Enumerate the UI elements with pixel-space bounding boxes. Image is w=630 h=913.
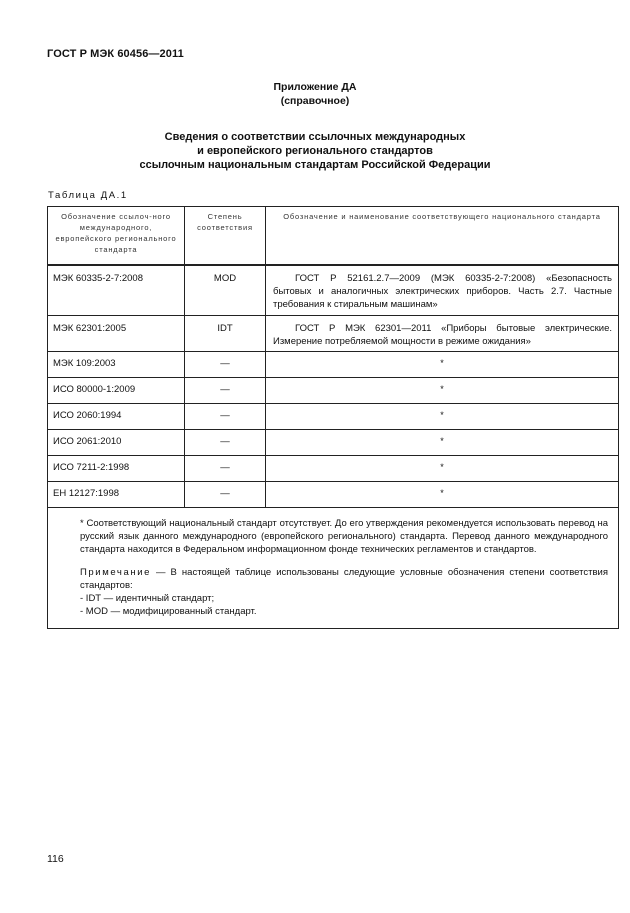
footnote-text: * Соответствующий национальный стандарт отсутствует. До его утверждения рекомендуется использовать перевод на русский язык данного международного (европейского регионального) стандарта. Перевод данного международного стандарта находится в Федеральном информационном фонде технических регламентов и стандартов. (80, 518, 608, 555)
note-paragraph (58, 566, 608, 592)
table-row (48, 378, 619, 404)
reference-standard: ИСО 80000-1:2009 (48, 378, 185, 404)
national-standard (266, 265, 619, 316)
national-standard: * (266, 456, 619, 482)
correspondence-table (47, 206, 618, 629)
table-row (48, 430, 619, 456)
table-notes (48, 508, 619, 629)
note-text: — В настоящей таблице использованы следующие условные обозначения степени соответствия стандартов: (80, 567, 608, 591)
header-reference-standard: Обозначение ссылоч-ного международного, европейского регионального стандарта (48, 207, 185, 266)
degree-of-correspondence: — (185, 378, 266, 404)
table-row (48, 352, 619, 378)
national-standard: * (266, 378, 619, 404)
reference-standard: ИСО 2060:1994 (48, 404, 185, 430)
appendix-subtitle: (справочное) (280, 95, 350, 107)
table-row (48, 456, 619, 482)
reference-standard: МЭК 60335-2-7:2008 (48, 265, 185, 316)
title-line-3: ссылочным национальным стандартам Российской Федерации (139, 159, 491, 171)
national-standard: * (266, 430, 619, 456)
note-item-mod: - MOD — модифицированный стандарт. (80, 606, 257, 617)
national-standard: * (266, 404, 619, 430)
document-code: ГОСТ Р МЭК 60456—2011 (47, 48, 184, 60)
degree-of-correspondence: — (185, 430, 266, 456)
table-notes-row (48, 508, 619, 629)
title-line-1: Сведения о соответствии ссылочных международных (164, 131, 466, 143)
table-header-row (48, 207, 619, 266)
degree-of-correspondence: MOD (185, 265, 266, 316)
reference-standard: МЭК 109:2003 (48, 352, 185, 378)
reference-standard: ИСО 7211-2:1998 (48, 456, 185, 482)
degree-of-correspondence: IDT (185, 316, 266, 352)
title-line-2: и европейского регионального стандартов (197, 145, 433, 157)
national-standard-text: ГОСТ Р МЭК 62301—2011 «Приборы бытовые электрические. Измерение потребляемой мощности в режиме ожидания» (273, 323, 612, 347)
national-standard-text: ГОСТ Р 52161.2.7—2009 (МЭК 60335-2-7:2008) «Безопасность бытовых и аналогичных электрических приборов. Часть 2.7. Частные требования к стиральным машинам» (273, 273, 612, 310)
note-item-idt: - IDT — идентичный стандарт; (80, 593, 215, 604)
degree-of-correspondence: — (185, 456, 266, 482)
degree-of-correspondence: — (185, 482, 266, 508)
header-national-standard: Обозначение и наименование соответствующего национального стандарта (266, 207, 619, 266)
degree-of-correspondence: — (185, 352, 266, 378)
table-row (48, 316, 619, 352)
table-row (48, 404, 619, 430)
national-standard (266, 316, 619, 352)
national-standard: * (266, 482, 619, 508)
table-row (48, 265, 619, 316)
appendix-heading (0, 80, 630, 108)
page-number: 116 (47, 853, 64, 865)
reference-standard: ЕН 12127:1998 (48, 482, 185, 508)
table-row (48, 482, 619, 508)
table-caption: Таблица ДА.1 (48, 190, 128, 201)
reference-standard: ИСО 2061:2010 (48, 430, 185, 456)
reference-standard: МЭК 62301:2005 (48, 316, 185, 352)
degree-of-correspondence: — (185, 404, 266, 430)
page-title (0, 130, 630, 172)
appendix-title: Приложение ДА (273, 81, 357, 93)
national-standard: * (266, 352, 619, 378)
header-degree: Степень соответствия (185, 207, 266, 266)
note-label: Примечание (80, 567, 151, 578)
